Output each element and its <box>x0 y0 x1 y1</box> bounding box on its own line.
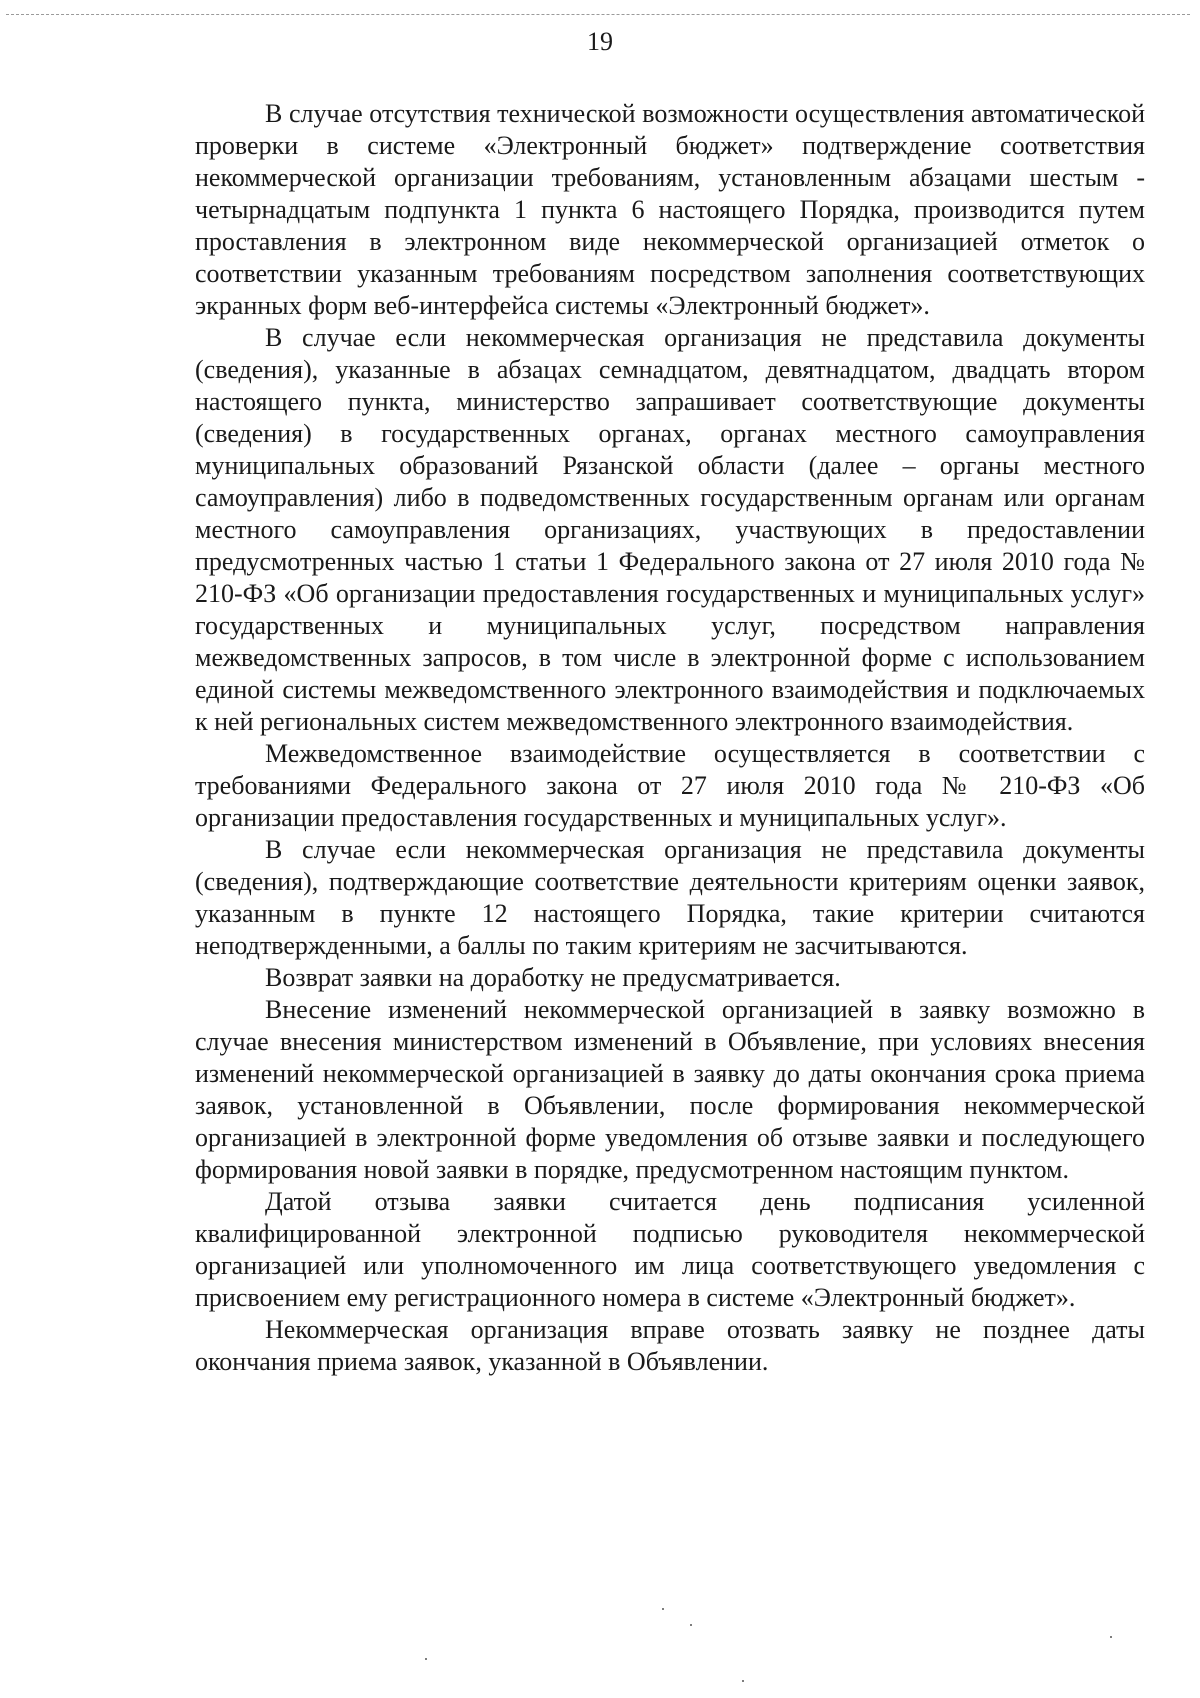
scan-speck <box>1110 1636 1112 1638</box>
scan-speck <box>425 1658 427 1660</box>
paragraph-7: Датой отзыва заявки считается день подписания усиленной квалифицированной электронной подписью руководителя некоммерческой организацией или уполномоченного им лица соответствующего уведомления с присвоением ему регистрационного номера в системе «Электронный бюджет». <box>195 1187 1145 1312</box>
paragraph-5: Возврат заявки на доработку не предусматривается. <box>265 963 841 992</box>
paragraph-8: Некоммерческая организация вправе отозвать заявку не позднее даты окончания приема заявок, указанной в Объявлении. <box>195 1315 1145 1376</box>
page-number: 19 <box>587 27 613 56</box>
paragraph-1: В случае отсутствия технической возможности осуществления автоматической проверки в системе «Электронный бюджет» подтверждение соответствия некоммерческой организации требованиям, установленным абзацами шестым - четырнадцатым подпункта 1 пункта 6 настоящего Порядка, производится путем проставления в электронном виде некоммерческой организацией отметок о соответствии указанным требованиям посредством заполнения соответствующих экранных форм веб-интерфейса системы «Электронный бюджет». <box>195 99 1145 320</box>
scan-speck <box>662 1608 664 1610</box>
scan-speck <box>742 1680 744 1682</box>
document-body <box>195 98 1145 1378</box>
scan-edge-line <box>6 14 1190 15</box>
paragraph-4: В случае если некоммерческая организация не представила документы (сведения), подтверждающие соответствие деятельности критериям оценки заявок, указанным в пункте 12 настоящего Порядка, такие критерии считаются неподтвержденными, а баллы по таким критериям не засчитываются. <box>195 835 1145 960</box>
paragraph-3: Межведомственное взаимодействие осуществляется в соответствии с требованиями Федерального закона от 27 июля 2010 года № 210-ФЗ «Об организации предоставления государственных и муниципальных услуг». <box>195 739 1145 832</box>
scan-speck <box>690 1624 692 1626</box>
paragraph-6: Внесение изменений некоммерческой организацией в заявку возможно в случае внесения министерством изменений в Объявление, при условиях внесения изменений некоммерческой организацией в заявку до даты окончания срока приема заявок, установленной в Объявлении, после формирования некоммерческой организацией в электронной форме уведомления об отзыве заявки и последующего формирования новой заявки в порядке, предусмотренном настоящим пунктом. <box>195 995 1145 1184</box>
paragraph-2: В случае если некоммерческая организация не представила документы (сведения), указанные в абзацах семнадцатом, девятнадцатом, двадцать втором настоящего пункта, министерство запрашивает соответствующие документы (сведения) в государственных органах, органах местного самоуправления муниципальных образований Рязанской области (далее – органы местного самоуправления) либо в подведомственных государственным органам или органам местного самоуправления организациях, участвующих в предоставлении предусмотренных частью 1 статьи 1 Федерального закона от 27 июля 2010 года № 210-ФЗ «Об организации предоставления государственных и муниципальных услуг» государственных и муниципальных услуг, посредством направления межведомственных запросов, в том числе в электронной форме с использованием единой системы межведомственного электронного взаимодействия и подключаемых к ней региональных систем межведомственного электронного взаимодействия. <box>195 323 1145 736</box>
